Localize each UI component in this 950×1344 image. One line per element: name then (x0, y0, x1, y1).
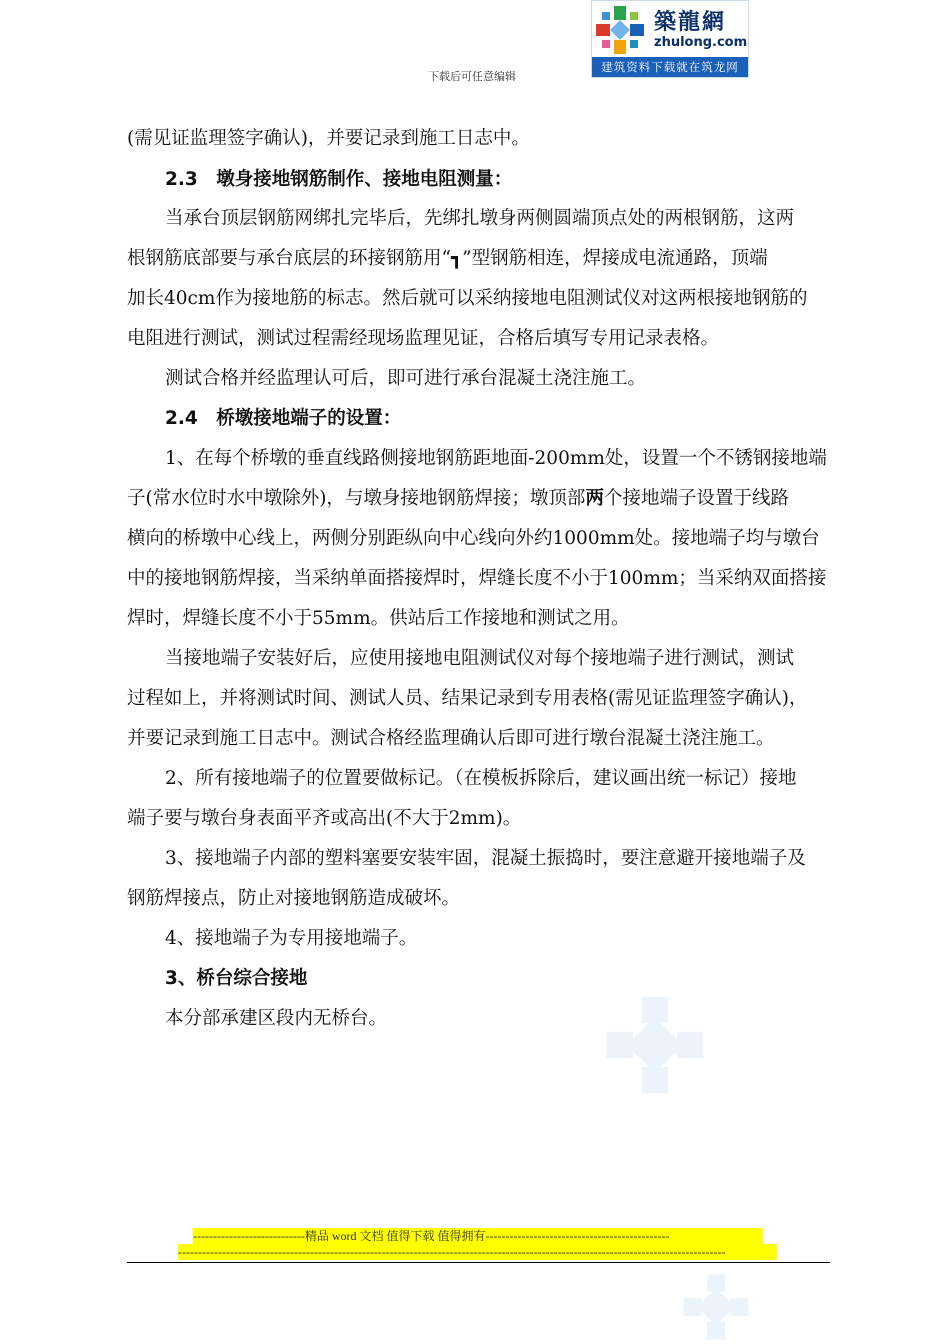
text-run: 子(常水位时水中墩除外)，与墩身接地钢筋焊接；墩顶部 (127, 488, 586, 509)
section-heading-3: 3、桥台综合接地 (165, 968, 308, 989)
paragraph-line: 3、接地端子内部的塑料塞要安装牢固，混凝土振捣时，要注意避开接地端子及 (165, 848, 806, 869)
paragraph-line: 4、接地端子为专用接地端子。 (165, 928, 418, 949)
watermark-flower-icon (600, 990, 710, 1100)
logo-slogan: 建筑资料下载就在筑龙网 (592, 57, 748, 77)
zhulong-logo[interactable] (591, 0, 749, 78)
bracket-symbol: ┓ (450, 248, 463, 269)
paragraph-line: 本分部承建区段内无桥台。 (165, 1008, 388, 1029)
paragraph-line: 钢筋焊接点，防止对接地钢筋造成破坏。 (127, 888, 461, 909)
paragraph-line: 加长40cm作为接地筋的标志。然后就可以采纳接地电阻测试仪对这两根接地钢筋的 (127, 288, 808, 309)
footer-banner: ----------------------------精品 word 文档 值得下载 值得拥有---------------------------------------------- (193, 1228, 763, 1244)
paragraph-line (127, 488, 789, 510)
text-run: 个接地端子设置于线路 (603, 488, 789, 509)
logo-snowflake-icon (594, 4, 646, 56)
logo-name: 築龍網 (654, 10, 727, 35)
paragraph-line: 1、在每个桥墩的垂直线路侧接地钢筋距地面-200mm处，设置一个不锈钢接地端 (165, 448, 827, 469)
paragraph-line: 并要记录到施工日志中。测试合格经监理确认后即可进行墩台混凝土浇注施工。 (127, 728, 775, 749)
watermark-flower-icon (676, 1270, 756, 1344)
paragraph-line: 当承台顶层钢筋网绑扎完毕后，先绑扎墩身两侧圆端顶点处的两根钢筋，这两 (165, 208, 795, 229)
paragraph-line: (需见证监理签字确认)，并要记录到施工日志中。 (127, 128, 530, 149)
paragraph-line: 2、所有接地端子的位置要做标记。（在模板拆除后，建议画出统一标记）接地 (165, 768, 797, 789)
logo-domain: zhulong.com (654, 35, 748, 50)
text-run: 根钢筋底部要与承台底层的环接钢筋用“ (127, 248, 451, 269)
section-heading-2-3: 2.3 墩身接地钢筋制作、接地电阻测量： (165, 169, 513, 190)
text-run: ”型钢筋相连，焊接成电流通路，顶端 (462, 248, 768, 269)
header-note: 下载后可任意编辑 (428, 70, 516, 83)
paragraph-line: 横向的桥墩中心线上，两侧分别距纵向中心线向外约1000mm处。接地端子均与墩台 (127, 528, 820, 549)
paragraph-line: 当接地端子安装好后，应使用接地电阻测试仪对每个接地端子进行测试，测试 (165, 648, 795, 669)
paragraph-line: 电阻进行测试，测试过程需经现场监理见证，合格后填写专用记录表格。 (127, 328, 720, 349)
paragraph-line: 中的接地钢筋焊接，当采纳单面搭接焊时，焊缝长度不小于100mm；当采纳双面搭接 (127, 568, 827, 589)
paragraph-line: 焊时，焊缝长度不小于55mm。供站后工作接地和测试之用。 (127, 608, 630, 629)
text-run-bold: 两 (585, 488, 604, 509)
section-heading-2-4: 2.4 桥墩接地端子的设置： (165, 408, 402, 429)
footer-rule (127, 1262, 830, 1263)
paragraph-line: 测试合格并经监理认可后，即可进行承台混凝土浇注施工。 (165, 368, 647, 389)
paragraph-line (127, 248, 768, 270)
footer-banner-dashes: ----------------------------------------------------------------------------------------------------------------------------------------- (178, 1244, 777, 1260)
paragraph-line: 过程如上，并将测试时间、测试人员、结果记录到专用表格(需见证监理签字确认)， (127, 688, 808, 709)
paragraph-line: 端子要与墩台身表面平齐或高出(不大于2mm)。 (127, 808, 522, 829)
